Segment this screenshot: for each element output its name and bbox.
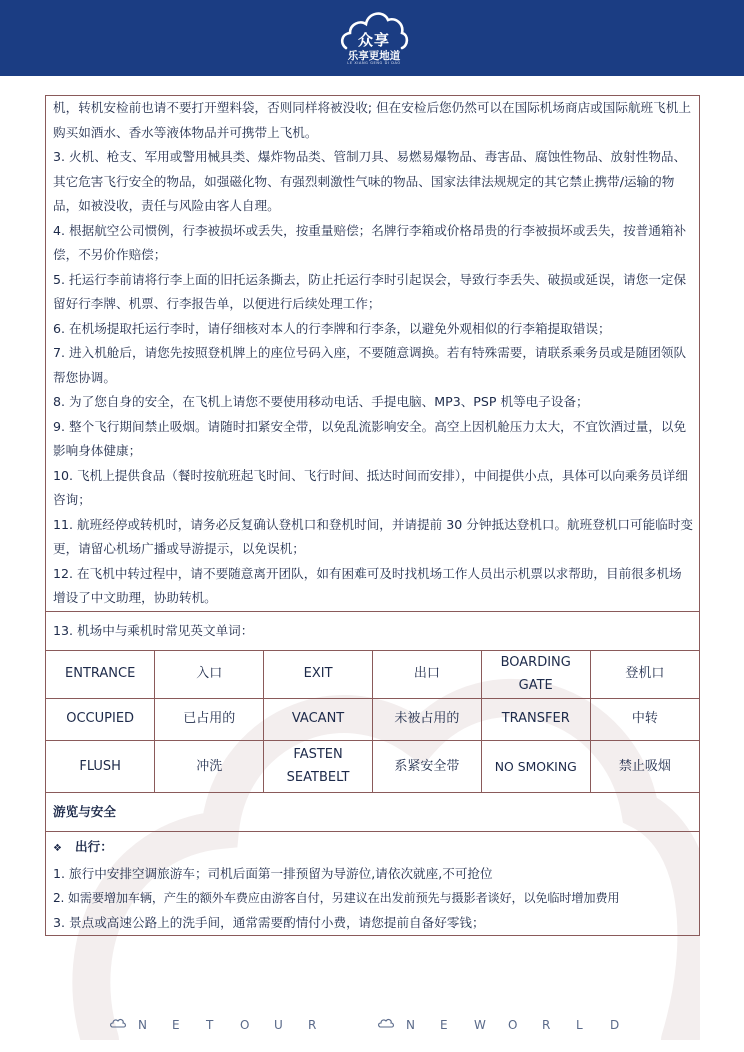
note-item-13: 13. 机场中与乘机时常见英文单词： — [53, 622, 254, 638]
flight-notes-block — [46, 96, 699, 612]
note-item-11: 11. 航班经停或转机时，请务必反复确认登机口和登机时间，并请提前 30 分钟抵达登机口。航班登机口可能临时变更，请留心机场广播或导游提示，以免误机； — [53, 516, 693, 556]
vocab-cell: 已占用的 — [155, 698, 264, 740]
note-item-12: 12. 在飞机中转过程中，请不要随意离开团队，如有困难可及时找机场工作人员出示机票以求帮助，目前很多机场增设了中文助理，协助转机。 — [53, 565, 682, 605]
footer-letter: T — [206, 1018, 214, 1032]
vocab-cell: 未被占用的 — [372, 698, 481, 740]
note-item-9: 9. 整个飞行期间禁止吸烟。请随时扣紧安全带，以免乱流影响安全。高空上因机舱压力太大，不宜饮酒过量，以免影响身体健康； — [53, 418, 687, 458]
vocab-cell: 入口 — [155, 651, 264, 699]
footer-letter: N — [406, 1018, 415, 1032]
footer-letter: U — [274, 1018, 283, 1032]
logo-pinyin: LE XIANG GENG DI DAO — [347, 61, 401, 65]
vocab-cell: 禁止吸烟 — [590, 740, 699, 792]
tour-notes-block — [46, 832, 699, 935]
vocab-cell: OCCUPIED — [46, 698, 155, 740]
footer-letter: E — [172, 1018, 180, 1032]
note-item-8: 8. 为了您自身的安全，在飞机上请您不要使用移动电话、手提电脑、MP3、PSP 机等电子设备； — [53, 394, 589, 409]
subsection-heading — [53, 835, 694, 862]
note-item-3: 3. 火机、枪支、军用或警用械具类、爆炸物品类、管制刀具、易燃易爆物品、毒害品、腐蚀性物品、放射性物品、其它危害飞行安全的物品，如强磁化物、有强烈刺激性气味的物品、国家法律法规规定的其它禁止携带/运输的物品，如被没收，责任与风险由客人自理。 — [53, 149, 687, 213]
note-item-4: 4. 根据航空公司惯例，行李被损坏或丢失，按重量赔偿；名牌行李箱或价格昂贵的行李被损坏或丢失，按普通箱补偿，不另价作赔偿； — [53, 222, 687, 262]
footer-letter: D — [610, 1018, 620, 1032]
vocab-cell: 出口 — [372, 651, 481, 699]
vocab-cell: BOARDING GATE — [481, 651, 590, 699]
vocab-cell: 冲洗 — [155, 740, 264, 792]
note-item-7: 7. 进入机舱后，请您先按照登机牌上的座位号码入座，不要随意调换。若有特殊需要，请联系乘务员或是随团领队帮您协调。 — [53, 345, 687, 385]
brand-logo — [338, 4, 410, 70]
page-footer — [110, 1018, 650, 1038]
small-cloud-icon — [378, 1018, 406, 1032]
tour-item-2: 2. 如需要增加车辆，产生的额外车费应由游客自付，另建议在出发前预先与摄影者谈好，以免临时增加费用 — [53, 891, 620, 905]
subsection-title: 出行： — [75, 839, 113, 854]
table-row — [46, 740, 699, 792]
note-item-5: 5. 托运行李前请将行李上面的旧托运条撕去，防止托运行李时引起误会，导致行李丢失、破损或延误，请您一定保留好行李牌、机票、行李报告单，以便进行后续处理工作； — [53, 271, 687, 311]
vocab-cell: 登机口 — [590, 651, 699, 699]
vocab-cell: 系紧安全带 — [372, 740, 481, 792]
vocab-cell: ENTRANCE — [46, 651, 155, 699]
content-frame — [45, 95, 700, 936]
footer-letter: E — [440, 1018, 448, 1032]
vocab-cell: FASTEN SEATBELT — [264, 740, 373, 792]
section-title-block — [46, 793, 699, 832]
tour-item-3: 3. 景点或高速公路上的洗手间，通常需要酌情付小费，请您提前自备好零钱； — [53, 914, 485, 930]
table-row — [46, 651, 699, 699]
logo-main-text: 众享 — [357, 31, 390, 49]
footer-letter: O — [508, 1018, 518, 1032]
footer-letter: N — [138, 1018, 147, 1032]
vocab-table-block — [46, 651, 699, 794]
footer-netour — [110, 1018, 342, 1032]
footer-letter: R — [308, 1018, 317, 1032]
vocab-intro-block — [46, 612, 699, 651]
footer-neworld — [378, 1018, 644, 1032]
footer-letter: R — [542, 1018, 551, 1032]
page-header — [0, 0, 744, 76]
note-item-10: 10. 飞机上提供食品（餐时按航班起飞时间、飞行时间、抵达时间而安排），中间提供小点，具体可以向乘务员详细咨询； — [53, 467, 688, 507]
footer-letter: O — [240, 1018, 250, 1032]
logo-slogan: 乐享更地道 — [347, 50, 401, 62]
vocab-cell: EXIT — [264, 651, 373, 699]
vocab-cell: FLUSH — [46, 740, 155, 792]
vocab-cell: 中转 — [590, 698, 699, 740]
paragraph-continued: 机，转机安检前也请不要打开塑料袋，否则同样将被没收; 但在安检后您仍然可以在国际机场商店或国际航班飞机上购买如酒水、香水等液体物品并可携带上飞机。 — [53, 100, 691, 140]
footer-letter: W — [474, 1018, 486, 1032]
vocab-cell: VACANT — [264, 698, 373, 740]
table-row — [46, 698, 699, 740]
tour-item-1: 1. 旅行中安排空调旅游车；司机后面第一排预留为导游位,请依次就座,不可抢位 — [53, 865, 493, 881]
diamond-bullet-icon: ❖ — [53, 843, 62, 854]
note-item-6: 6. 在机场提取托运行李时，请仔细核对本人的行李牌和行李条，以避免外观相似的行李箱提取错误； — [53, 320, 611, 336]
vocab-cell: NO SMOKING — [481, 740, 590, 792]
footer-letter: L — [576, 1018, 583, 1032]
vocab-cell: TRANSFER — [481, 698, 590, 740]
small-cloud-icon — [110, 1018, 138, 1032]
section-title: 游览与安全 — [53, 804, 116, 819]
vocab-table — [46, 651, 699, 793]
